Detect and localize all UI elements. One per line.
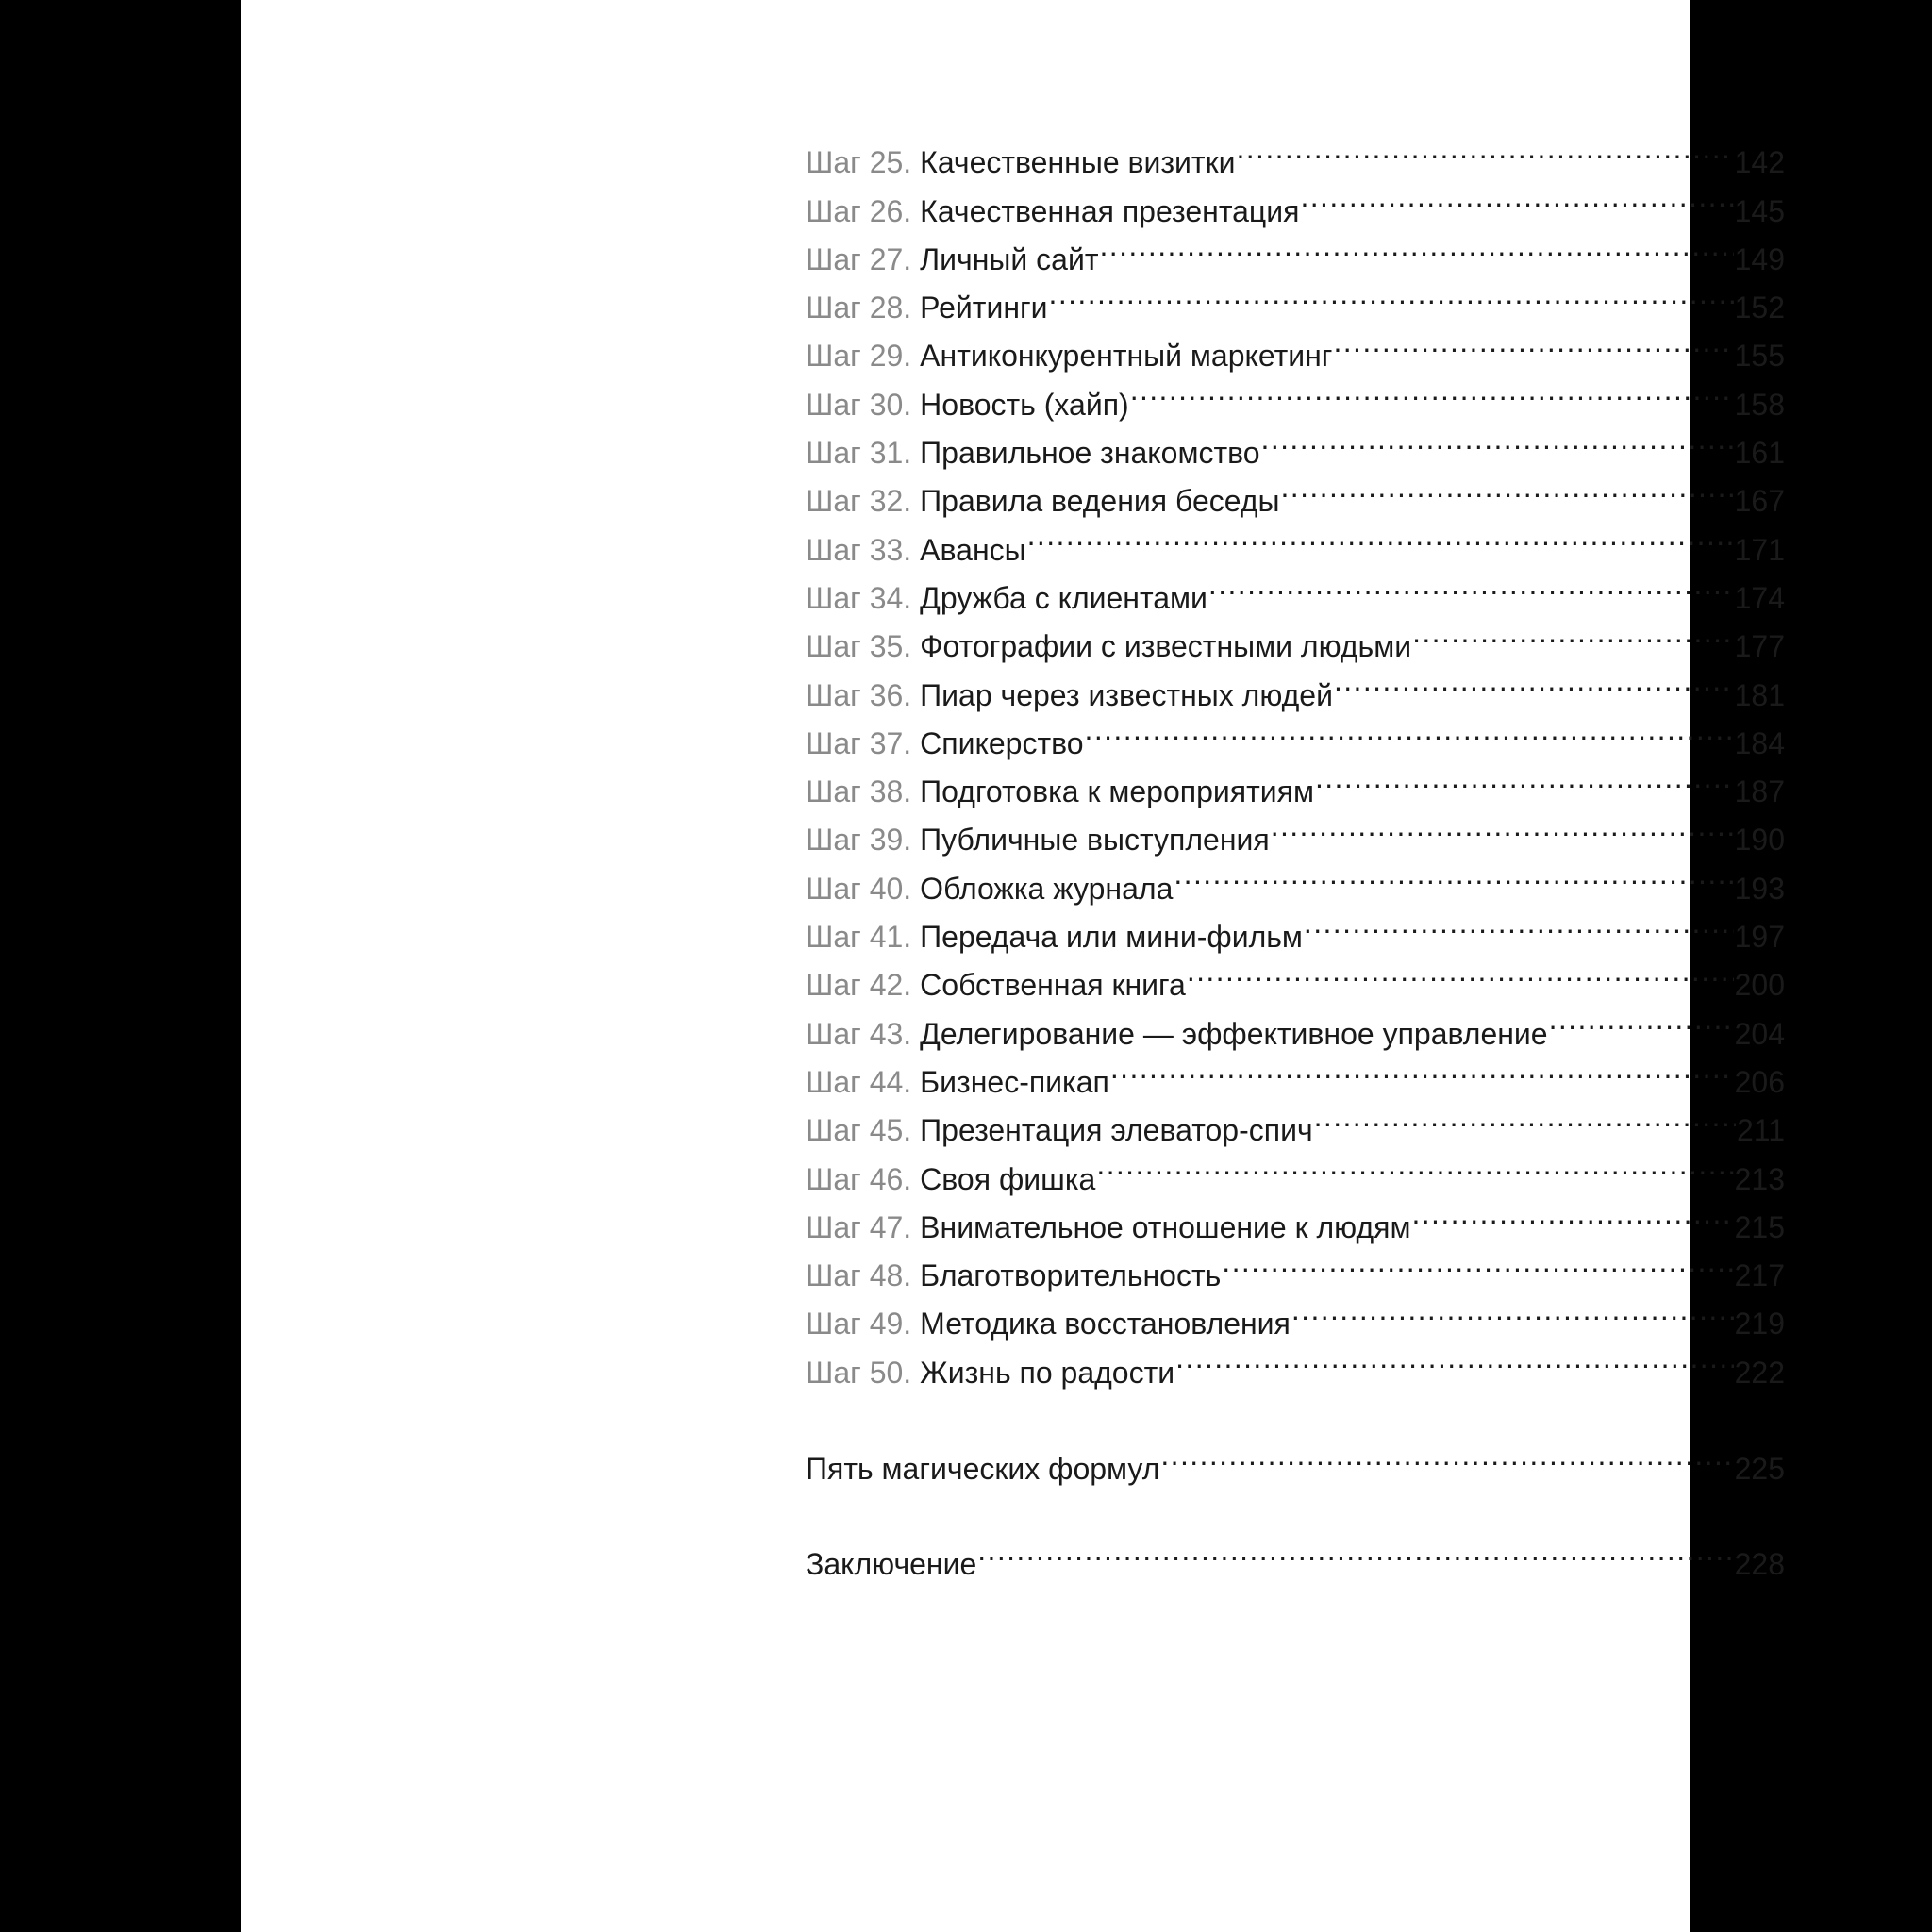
dot-leader	[1411, 1190, 1733, 1238]
step-number: Шаг 32.	[806, 484, 912, 519]
step-number: Шаг 45.	[806, 1113, 912, 1148]
page-number: 190	[1734, 823, 1785, 858]
entry-title: Качественные визитки	[920, 145, 1236, 180]
step-number: Шаг 47.	[806, 1209, 912, 1244]
toc-entry-conclusion	[806, 1526, 1785, 1582]
page-number: 181	[1734, 677, 1785, 712]
entry-title: Пять магических формул	[806, 1452, 1160, 1487]
dot-leader	[1096, 1141, 1733, 1189]
page-number: 155	[1734, 339, 1785, 374]
dot-leader	[1130, 366, 1734, 414]
step-number: Шаг 39.	[806, 823, 912, 858]
dot-leader	[1315, 754, 1734, 802]
step-number: Шаг 30.	[806, 387, 912, 422]
page-number: 187	[1734, 774, 1785, 809]
step-number: Шаг 27.	[806, 242, 912, 276]
entry-title: Презентация элеватор-спич	[920, 1113, 1313, 1148]
page-number: 142	[1734, 145, 1785, 180]
step-number: Шаг 40.	[806, 871, 912, 906]
step-number: Шаг 35.	[806, 629, 912, 664]
entry-title: Бизнес-пикап	[920, 1064, 1109, 1099]
page-number: 177	[1734, 629, 1785, 664]
entry-title: Правильное знакомство	[920, 436, 1260, 471]
entry-title: Жизнь по радости	[920, 1355, 1175, 1390]
document-page	[242, 0, 1785, 1932]
page-number: 213	[1734, 1161, 1785, 1196]
entry-title: Фотографии с известными людьми	[920, 629, 1412, 664]
entry-title: Передача или мини-фильм	[920, 920, 1303, 955]
entry-title: Подготовка к мероприятиям	[920, 774, 1314, 809]
page-number: 215	[1734, 1209, 1785, 1244]
table-of-contents	[806, 125, 1785, 1582]
dot-leader	[1175, 1334, 1734, 1382]
dot-leader	[1412, 608, 1734, 657]
step-number: Шаг 38.	[806, 774, 912, 809]
dot-leader	[1333, 318, 1733, 366]
dot-leader	[1160, 1431, 1733, 1479]
dot-leader	[1314, 1092, 1736, 1141]
toc-entry-step-25	[806, 125, 1785, 180]
page-number: 219	[1734, 1307, 1785, 1341]
step-number: Шаг 34.	[806, 580, 912, 615]
dot-leader	[977, 1526, 1733, 1574]
step-number: Шаг 29.	[806, 339, 912, 374]
page-number: 204	[1734, 1016, 1785, 1051]
entry-title: Заключение	[806, 1547, 977, 1582]
step-number: Шаг 42.	[806, 968, 912, 1003]
entry-title: Внимательное отношение к людям	[920, 1209, 1411, 1244]
step-number: Шаг 33.	[806, 532, 912, 567]
entry-title: Авансы	[920, 532, 1026, 567]
dot-leader	[1549, 995, 1734, 1043]
step-number: Шаг 31.	[806, 436, 912, 471]
page-number: 193	[1734, 871, 1785, 906]
page-number: 200	[1734, 968, 1785, 1003]
entry-title: Рейтинги	[920, 291, 1048, 325]
page-number: 158	[1734, 387, 1785, 422]
page-number: 217	[1734, 1258, 1785, 1293]
step-number: Шаг 48.	[806, 1258, 912, 1293]
entry-title: Качественная презентация	[920, 193, 1300, 228]
entry-title: Правила ведения беседы	[920, 484, 1280, 519]
page-number: 167	[1734, 484, 1785, 519]
dot-leader	[1099, 222, 1733, 270]
dot-leader	[1304, 899, 1734, 947]
page-number: 161	[1734, 436, 1785, 471]
step-number: Шаг 25.	[806, 145, 912, 180]
step-number: Шаг 28.	[806, 291, 912, 325]
dot-leader	[1281, 463, 1734, 511]
dot-leader	[1085, 706, 1734, 754]
entry-title: Спикерство	[920, 725, 1084, 760]
entry-title: Личный сайт	[920, 242, 1099, 276]
dot-leader	[1222, 1238, 1733, 1286]
dot-leader	[1300, 173, 1733, 221]
page-number: 222	[1734, 1355, 1785, 1390]
step-number: Шаг 26.	[806, 193, 912, 228]
dot-leader	[1208, 560, 1734, 608]
page-number: 197	[1734, 920, 1785, 955]
entry-title: Методика восстановления	[920, 1307, 1291, 1341]
dot-leader	[1236, 125, 1733, 173]
entry-title: Новость (хайп)	[920, 387, 1129, 422]
step-number: Шаг 49.	[806, 1307, 912, 1341]
entry-title: Антиконкурентный маркетинг	[920, 339, 1333, 374]
entry-title: Делегирование — эффективное управление	[920, 1016, 1548, 1051]
page-number: 149	[1734, 242, 1785, 276]
dot-leader	[1261, 415, 1734, 463]
dot-leader	[1187, 947, 1734, 995]
page-number: 225	[1734, 1452, 1785, 1487]
dot-leader	[1291, 1286, 1734, 1334]
entry-title: Публичные выступления	[920, 823, 1270, 858]
page-number: 171	[1734, 532, 1785, 567]
entry-title: Дружба с клиентами	[920, 580, 1208, 615]
page-number: 228	[1734, 1547, 1785, 1582]
entry-title: Пиар через известных людей	[920, 677, 1333, 712]
page-number: 184	[1734, 725, 1785, 760]
step-number: Шаг 41.	[806, 920, 912, 955]
step-number: Шаг 43.	[806, 1016, 912, 1051]
dot-leader	[1110, 1044, 1734, 1092]
step-number: Шаг 50.	[806, 1355, 912, 1390]
page-number: 174	[1734, 580, 1785, 615]
dot-leader	[1049, 270, 1734, 318]
toc-entry-magic-formulas	[806, 1431, 1785, 1487]
page-number: 206	[1734, 1064, 1785, 1099]
dot-leader	[1334, 657, 1734, 705]
entry-title: Своя фишка	[920, 1161, 1096, 1196]
dot-leader	[1271, 802, 1734, 850]
page-number: 152	[1734, 291, 1785, 325]
entry-title: Благотворительность	[920, 1258, 1222, 1293]
page-number: 211	[1736, 1113, 1785, 1148]
entry-title: Обложка журнала	[920, 871, 1174, 906]
dot-leader	[1174, 850, 1733, 898]
entry-title: Собственная книга	[920, 968, 1186, 1003]
dot-leader	[1027, 511, 1734, 559]
step-number: Шаг 37.	[806, 725, 912, 760]
step-number: Шаг 46.	[806, 1161, 912, 1196]
page-number: 145	[1734, 193, 1785, 228]
step-number: Шаг 36.	[806, 677, 912, 712]
step-number: Шаг 44.	[806, 1064, 912, 1099]
